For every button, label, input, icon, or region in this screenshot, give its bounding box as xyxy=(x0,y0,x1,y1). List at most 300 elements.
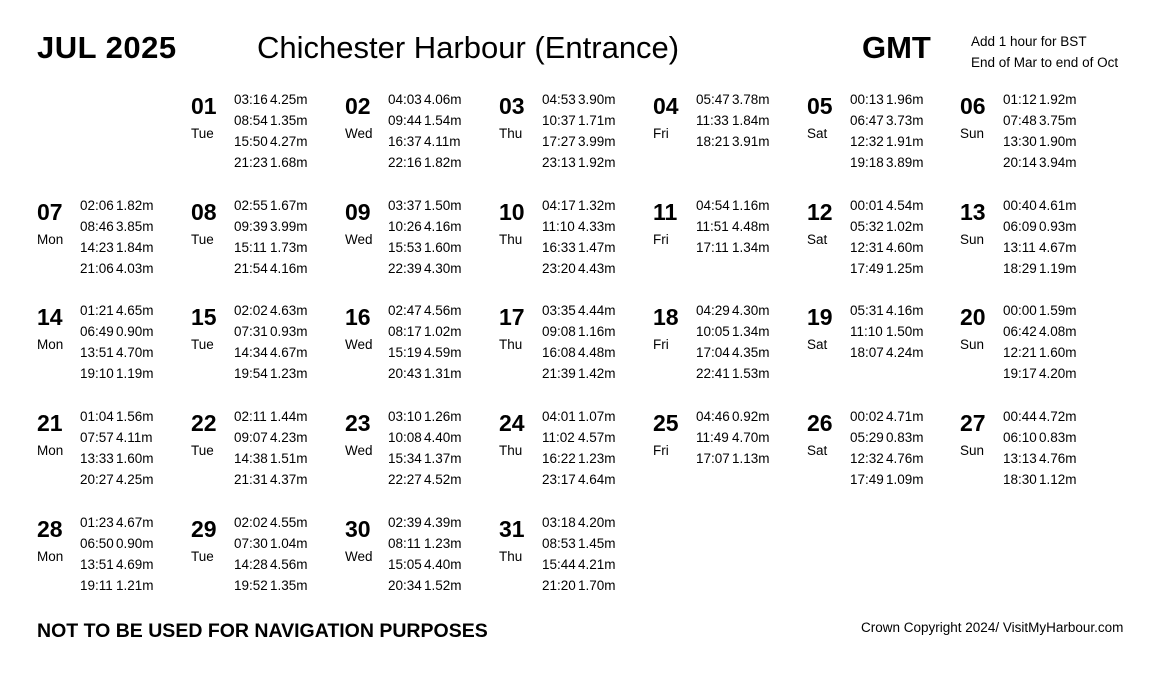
tide-height: 1.60m xyxy=(424,240,462,255)
day-of-week: Wed xyxy=(345,126,373,141)
tide-height: 4.48m xyxy=(578,345,616,360)
tide-list xyxy=(80,512,154,596)
tide-entry xyxy=(234,512,308,533)
tide-time: 22:16 xyxy=(388,155,422,170)
tide-entry xyxy=(80,258,154,279)
tide-time: 07:31 xyxy=(234,324,268,339)
tide-entry xyxy=(542,575,616,596)
day-number: 06 xyxy=(960,93,986,119)
tide-time: 11:10 xyxy=(850,324,883,339)
tide-height: 1.42m xyxy=(578,366,616,381)
tide-list xyxy=(80,300,154,384)
tide-entry xyxy=(850,237,924,258)
day-number: 27 xyxy=(960,410,986,436)
day-cell xyxy=(499,406,649,492)
month-heading: JUL 2025 xyxy=(37,30,177,65)
tide-time: 15:34 xyxy=(388,451,422,466)
day-of-week: Thu xyxy=(499,126,523,141)
tide-entry xyxy=(388,152,462,173)
tide-time: 17:49 xyxy=(850,472,884,487)
tide-time: 23:17 xyxy=(542,472,576,487)
tide-time: 16:33 xyxy=(542,240,576,255)
tide-height: 1.47m xyxy=(578,240,616,255)
tide-entry xyxy=(234,342,308,363)
tide-entry xyxy=(542,512,616,533)
tide-time: 00:00 xyxy=(1003,303,1037,318)
tide-height: 0.93m xyxy=(270,324,308,339)
tide-time: 13:30 xyxy=(1003,134,1037,149)
day-cell xyxy=(345,89,495,175)
day-of-week: Sun xyxy=(960,337,985,352)
tide-time: 05:29 xyxy=(850,430,884,445)
tide-height: 1.68m xyxy=(270,155,308,170)
day-cell xyxy=(345,406,495,492)
day-cell xyxy=(191,512,341,598)
tide-height: 4.21m xyxy=(578,557,616,572)
tide-entry xyxy=(80,533,154,554)
tide-entry xyxy=(696,110,770,131)
tide-time: 07:30 xyxy=(234,536,268,551)
tide-height: 4.71m xyxy=(886,409,924,424)
tide-entry xyxy=(850,427,924,448)
tide-height: 1.53m xyxy=(732,366,770,381)
tide-entry xyxy=(388,131,462,152)
tide-entry xyxy=(80,448,154,469)
day-of-week: Mon xyxy=(37,443,64,458)
tide-list xyxy=(850,89,924,173)
tide-entry xyxy=(388,554,462,575)
tide-height: 1.35m xyxy=(270,113,308,128)
tide-entry xyxy=(234,427,308,448)
day-of-week: Fri xyxy=(653,337,669,352)
tide-entry xyxy=(388,321,462,342)
tide-entry xyxy=(388,406,462,427)
tide-height: 4.57m xyxy=(578,430,616,445)
tide-height: 4.24m xyxy=(886,345,924,360)
tide-time: 13:51 xyxy=(80,345,114,360)
tide-time: 06:47 xyxy=(850,113,884,128)
tide-time: 15:44 xyxy=(542,557,576,572)
tide-entry xyxy=(542,237,616,258)
tide-time: 06:50 xyxy=(80,536,114,551)
tide-height: 4.40m xyxy=(424,430,462,445)
tide-time: 17:07 xyxy=(696,451,730,466)
day-of-week: Mon xyxy=(37,232,64,247)
day-cell xyxy=(960,300,1110,386)
tide-entry xyxy=(234,469,308,490)
tide-entry xyxy=(1003,152,1077,173)
tide-time: 03:37 xyxy=(388,198,422,213)
tide-height: 1.54m xyxy=(424,113,462,128)
tide-height: 3.75m xyxy=(1039,113,1077,128)
tide-entry xyxy=(1003,300,1077,321)
tide-time: 19:18 xyxy=(850,155,884,170)
tide-entry xyxy=(1003,448,1077,469)
day-number: 07 xyxy=(37,199,63,225)
tide-entry xyxy=(542,363,616,384)
tide-time: 12:21 xyxy=(1003,345,1037,360)
tide-entry xyxy=(542,258,616,279)
tide-time: 16:08 xyxy=(542,345,576,360)
tide-time: 04:46 xyxy=(696,409,730,424)
tide-entry xyxy=(1003,195,1077,216)
day-of-week: Mon xyxy=(37,337,64,352)
tide-time: 00:44 xyxy=(1003,409,1037,424)
day-number: 31 xyxy=(499,516,525,542)
tide-entry xyxy=(696,89,770,110)
tide-height: 4.35m xyxy=(732,345,770,360)
day-cell xyxy=(960,406,1110,492)
day-cell xyxy=(191,89,341,175)
tide-entry xyxy=(850,152,924,173)
tide-list xyxy=(388,89,462,173)
day-cell xyxy=(345,300,495,386)
tide-entry xyxy=(696,448,770,469)
tide-height: 3.78m xyxy=(732,92,770,107)
tide-entry xyxy=(388,575,462,596)
tide-height: 1.45m xyxy=(578,536,616,551)
tide-entry xyxy=(80,216,154,237)
day-number: 30 xyxy=(345,516,371,542)
tide-height: 0.90m xyxy=(116,324,154,339)
tide-time: 11:02 xyxy=(542,430,575,445)
tide-height: 1.56m xyxy=(116,409,154,424)
tide-time: 05:32 xyxy=(850,219,884,234)
tide-entry xyxy=(388,363,462,384)
tide-entry xyxy=(850,131,924,152)
tide-height: 1.31m xyxy=(424,366,462,381)
tide-time: 10:37 xyxy=(542,113,576,128)
tide-entry xyxy=(850,342,924,363)
tide-height: 1.16m xyxy=(732,198,770,213)
tide-time: 19:54 xyxy=(234,366,268,381)
tide-list xyxy=(696,195,770,258)
tide-height: 0.83m xyxy=(886,430,924,445)
tide-entry xyxy=(850,469,924,490)
tide-entry xyxy=(234,258,308,279)
day-number: 22 xyxy=(191,410,217,436)
tide-time: 22:27 xyxy=(388,472,422,487)
tide-time: 11:49 xyxy=(696,430,729,445)
tide-height: 1.19m xyxy=(1039,261,1077,276)
tide-entry xyxy=(234,575,308,596)
tide-time: 04:54 xyxy=(696,198,730,213)
tide-entry xyxy=(234,237,308,258)
tide-height: 4.30m xyxy=(732,303,770,318)
tide-time: 22:39 xyxy=(388,261,422,276)
day-number: 03 xyxy=(499,93,525,119)
tide-entry xyxy=(388,469,462,490)
tide-entry xyxy=(542,110,616,131)
tide-time: 08:11 xyxy=(388,536,421,551)
tide-height: 1.23m xyxy=(578,451,616,466)
day-cell xyxy=(807,89,957,175)
tide-time: 19:52 xyxy=(234,578,268,593)
tide-entry xyxy=(542,131,616,152)
tide-height: 1.51m xyxy=(270,451,308,466)
tide-time: 17:27 xyxy=(542,134,576,149)
tide-height: 3.94m xyxy=(1039,155,1077,170)
tide-height: 1.84m xyxy=(116,240,154,255)
tide-entry xyxy=(388,512,462,533)
tide-list xyxy=(234,512,308,596)
tide-entry xyxy=(80,427,154,448)
tide-height: 3.99m xyxy=(578,134,616,149)
tide-entry xyxy=(696,237,770,258)
day-cell xyxy=(191,195,341,281)
tide-time: 21:20 xyxy=(542,578,576,593)
tide-entry xyxy=(696,363,770,384)
tide-time: 17:49 xyxy=(850,261,884,276)
tide-entry xyxy=(850,321,924,342)
tide-entry xyxy=(234,533,308,554)
tide-list xyxy=(234,406,308,490)
tide-list xyxy=(80,195,154,279)
tide-height: 4.20m xyxy=(578,515,616,530)
tide-time: 07:48 xyxy=(1003,113,1037,128)
tide-entry xyxy=(696,300,770,321)
tide-time: 02:11 xyxy=(234,409,267,424)
tide-entry xyxy=(80,554,154,575)
tide-height: 1.21m xyxy=(116,578,154,593)
tide-height: 1.90m xyxy=(1039,134,1077,149)
tide-time: 20:14 xyxy=(1003,155,1037,170)
tide-entry xyxy=(696,195,770,216)
tide-entry xyxy=(542,300,616,321)
tide-time: 05:31 xyxy=(850,303,884,318)
tide-height: 1.19m xyxy=(116,366,154,381)
day-cell xyxy=(499,300,649,386)
tide-entry xyxy=(1003,258,1077,279)
tide-time: 14:23 xyxy=(80,240,114,255)
bst-note-line-2: End of Mar to end of Oct xyxy=(971,55,1119,70)
tide-entry xyxy=(234,152,308,173)
tide-time: 19:11 xyxy=(80,578,113,593)
tide-time: 08:17 xyxy=(388,324,422,339)
day-number: 13 xyxy=(960,199,986,225)
tide-height: 1.60m xyxy=(1039,345,1077,360)
tide-height: 4.67m xyxy=(1039,240,1077,255)
tide-height: 1.23m xyxy=(424,536,462,551)
tide-height: 4.48m xyxy=(732,219,770,234)
tide-height: 1.92m xyxy=(1039,92,1077,107)
tide-entry xyxy=(234,131,308,152)
tide-time: 21:06 xyxy=(80,261,114,276)
tide-time: 23:13 xyxy=(542,155,576,170)
day-number: 24 xyxy=(499,410,525,436)
tide-time: 13:11 xyxy=(1003,240,1036,255)
tide-time: 02:02 xyxy=(234,515,268,530)
tide-entry xyxy=(850,89,924,110)
copyright-notice: Crown Copyright 2024/ VisitMyHarbour.com xyxy=(861,620,1124,635)
tide-time: 10:26 xyxy=(388,219,422,234)
tide-entry xyxy=(542,216,616,237)
tide-time: 09:39 xyxy=(234,219,268,234)
tide-entry xyxy=(80,512,154,533)
tide-time: 05:47 xyxy=(696,92,730,107)
tide-height: 0.92m xyxy=(732,409,770,424)
tide-time: 12:31 xyxy=(850,240,884,255)
tide-height: 1.26m xyxy=(424,409,462,424)
tide-entry xyxy=(1003,110,1077,131)
tide-time: 11:33 xyxy=(696,113,729,128)
tide-list xyxy=(542,406,616,490)
tide-entry xyxy=(542,554,616,575)
day-of-week: Thu xyxy=(499,443,523,458)
tide-entry xyxy=(1003,131,1077,152)
tide-time: 08:54 xyxy=(234,113,268,128)
tide-entry xyxy=(850,258,924,279)
tide-height: 4.65m xyxy=(116,303,154,318)
tide-time: 04:17 xyxy=(542,198,576,213)
tide-time: 14:38 xyxy=(234,451,268,466)
day-number: 01 xyxy=(191,93,217,119)
tide-height: 1.16m xyxy=(578,324,616,339)
tide-height: 4.64m xyxy=(578,472,616,487)
day-cell xyxy=(653,89,803,175)
tide-height: 1.73m xyxy=(270,240,308,255)
day-number: 16 xyxy=(345,304,371,330)
tide-time: 19:17 xyxy=(1003,366,1037,381)
day-number: 29 xyxy=(191,516,217,542)
tide-height: 0.90m xyxy=(116,536,154,551)
tide-list xyxy=(542,300,616,384)
tide-height: 3.99m xyxy=(270,219,308,234)
tide-height: 4.44m xyxy=(578,303,616,318)
tide-entry xyxy=(80,237,154,258)
tide-list xyxy=(1003,300,1077,384)
tide-entry xyxy=(80,363,154,384)
tide-time: 01:12 xyxy=(1003,92,1037,107)
tide-entry xyxy=(234,195,308,216)
tide-entry xyxy=(850,448,924,469)
day-number: 05 xyxy=(807,93,833,119)
day-of-week: Sun xyxy=(960,232,985,247)
tide-height: 4.37m xyxy=(270,472,308,487)
tide-entry xyxy=(542,448,616,469)
tide-time: 02:47 xyxy=(388,303,422,318)
day-number: 04 xyxy=(653,93,679,119)
day-of-week: Mon xyxy=(37,549,64,564)
tide-time: 20:43 xyxy=(388,366,422,381)
tide-entry xyxy=(1003,237,1077,258)
day-cell xyxy=(807,195,957,281)
tide-entry xyxy=(850,406,924,427)
tide-time: 03:16 xyxy=(234,92,268,107)
tide-time: 13:51 xyxy=(80,557,114,572)
tide-entry xyxy=(850,300,924,321)
tide-time: 04:53 xyxy=(542,92,576,107)
day-cell xyxy=(653,300,803,386)
tide-time: 02:55 xyxy=(234,198,268,213)
tide-entry xyxy=(542,342,616,363)
day-number: 25 xyxy=(653,410,679,436)
tide-list xyxy=(1003,195,1077,279)
tide-entry xyxy=(388,195,462,216)
day-cell xyxy=(499,512,649,598)
day-of-week: Thu xyxy=(499,549,523,564)
day-number: 09 xyxy=(345,199,371,225)
tide-time: 00:40 xyxy=(1003,198,1037,213)
tide-height: 1.96m xyxy=(886,92,924,107)
day-number: 02 xyxy=(345,93,371,119)
day-cell xyxy=(653,195,803,281)
tide-list xyxy=(542,89,616,173)
tide-time: 13:13 xyxy=(1003,451,1037,466)
day-of-week: Wed xyxy=(345,549,373,564)
day-cell xyxy=(191,300,341,386)
tide-time: 21:31 xyxy=(234,472,268,487)
tide-entry xyxy=(542,195,616,216)
day-of-week: Fri xyxy=(653,232,669,247)
day-of-week: Sat xyxy=(807,232,828,247)
tide-time: 11:51 xyxy=(696,219,729,234)
tide-entry xyxy=(850,216,924,237)
tide-height: 4.70m xyxy=(732,430,770,445)
day-of-week: Tue xyxy=(191,232,214,247)
tide-height: 1.70m xyxy=(578,578,616,593)
timezone-label: GMT xyxy=(862,30,931,65)
tide-time: 09:44 xyxy=(388,113,422,128)
tide-height: 4.20m xyxy=(1039,366,1077,381)
tide-list xyxy=(1003,89,1077,173)
tide-entry xyxy=(388,216,462,237)
tide-time: 06:42 xyxy=(1003,324,1037,339)
tide-height: 4.56m xyxy=(270,557,308,572)
tide-time: 10:08 xyxy=(388,430,422,445)
tide-entry xyxy=(80,342,154,363)
tide-entry xyxy=(388,448,462,469)
tide-time: 01:04 xyxy=(80,409,114,424)
tide-height: 1.60m xyxy=(116,451,154,466)
tide-height: 4.70m xyxy=(116,345,154,360)
tide-list xyxy=(542,195,616,279)
navigation-warning: NOT TO BE USED FOR NAVIGATION PURPOSES xyxy=(37,620,488,642)
day-cell xyxy=(499,89,649,175)
page-title: Chichester Harbour (Entrance) xyxy=(257,30,680,65)
day-of-week: Sat xyxy=(807,443,828,458)
tide-list xyxy=(388,195,462,279)
tide-height: 4.76m xyxy=(1039,451,1077,466)
tide-time: 20:27 xyxy=(80,472,114,487)
tide-time: 01:23 xyxy=(80,515,114,530)
tide-height: 4.11m xyxy=(424,134,461,149)
tide-time: 13:33 xyxy=(80,451,114,466)
tide-height: 1.35m xyxy=(270,578,308,593)
tide-time: 06:10 xyxy=(1003,430,1037,445)
day-of-week: Sun xyxy=(960,443,985,458)
day-cell xyxy=(37,406,187,492)
tide-time: 07:57 xyxy=(80,430,114,445)
tide-entry xyxy=(1003,216,1077,237)
day-of-week: Fri xyxy=(653,443,669,458)
tide-height: 1.02m xyxy=(886,219,924,234)
tide-time: 15:50 xyxy=(234,134,268,149)
tide-height: 0.83m xyxy=(1039,430,1077,445)
tide-height: 3.90m xyxy=(578,92,616,107)
tide-time: 09:08 xyxy=(542,324,576,339)
tide-entry xyxy=(542,89,616,110)
tide-height: 1.82m xyxy=(116,198,154,213)
tide-time: 00:13 xyxy=(850,92,884,107)
tide-time: 02:02 xyxy=(234,303,268,318)
tide-height: 4.43m xyxy=(578,261,616,276)
day-of-week: Sat xyxy=(807,337,828,352)
tide-height: 1.09m xyxy=(886,472,924,487)
day-number: 20 xyxy=(960,304,986,330)
tide-entry xyxy=(1003,469,1077,490)
day-number: 23 xyxy=(345,410,371,436)
